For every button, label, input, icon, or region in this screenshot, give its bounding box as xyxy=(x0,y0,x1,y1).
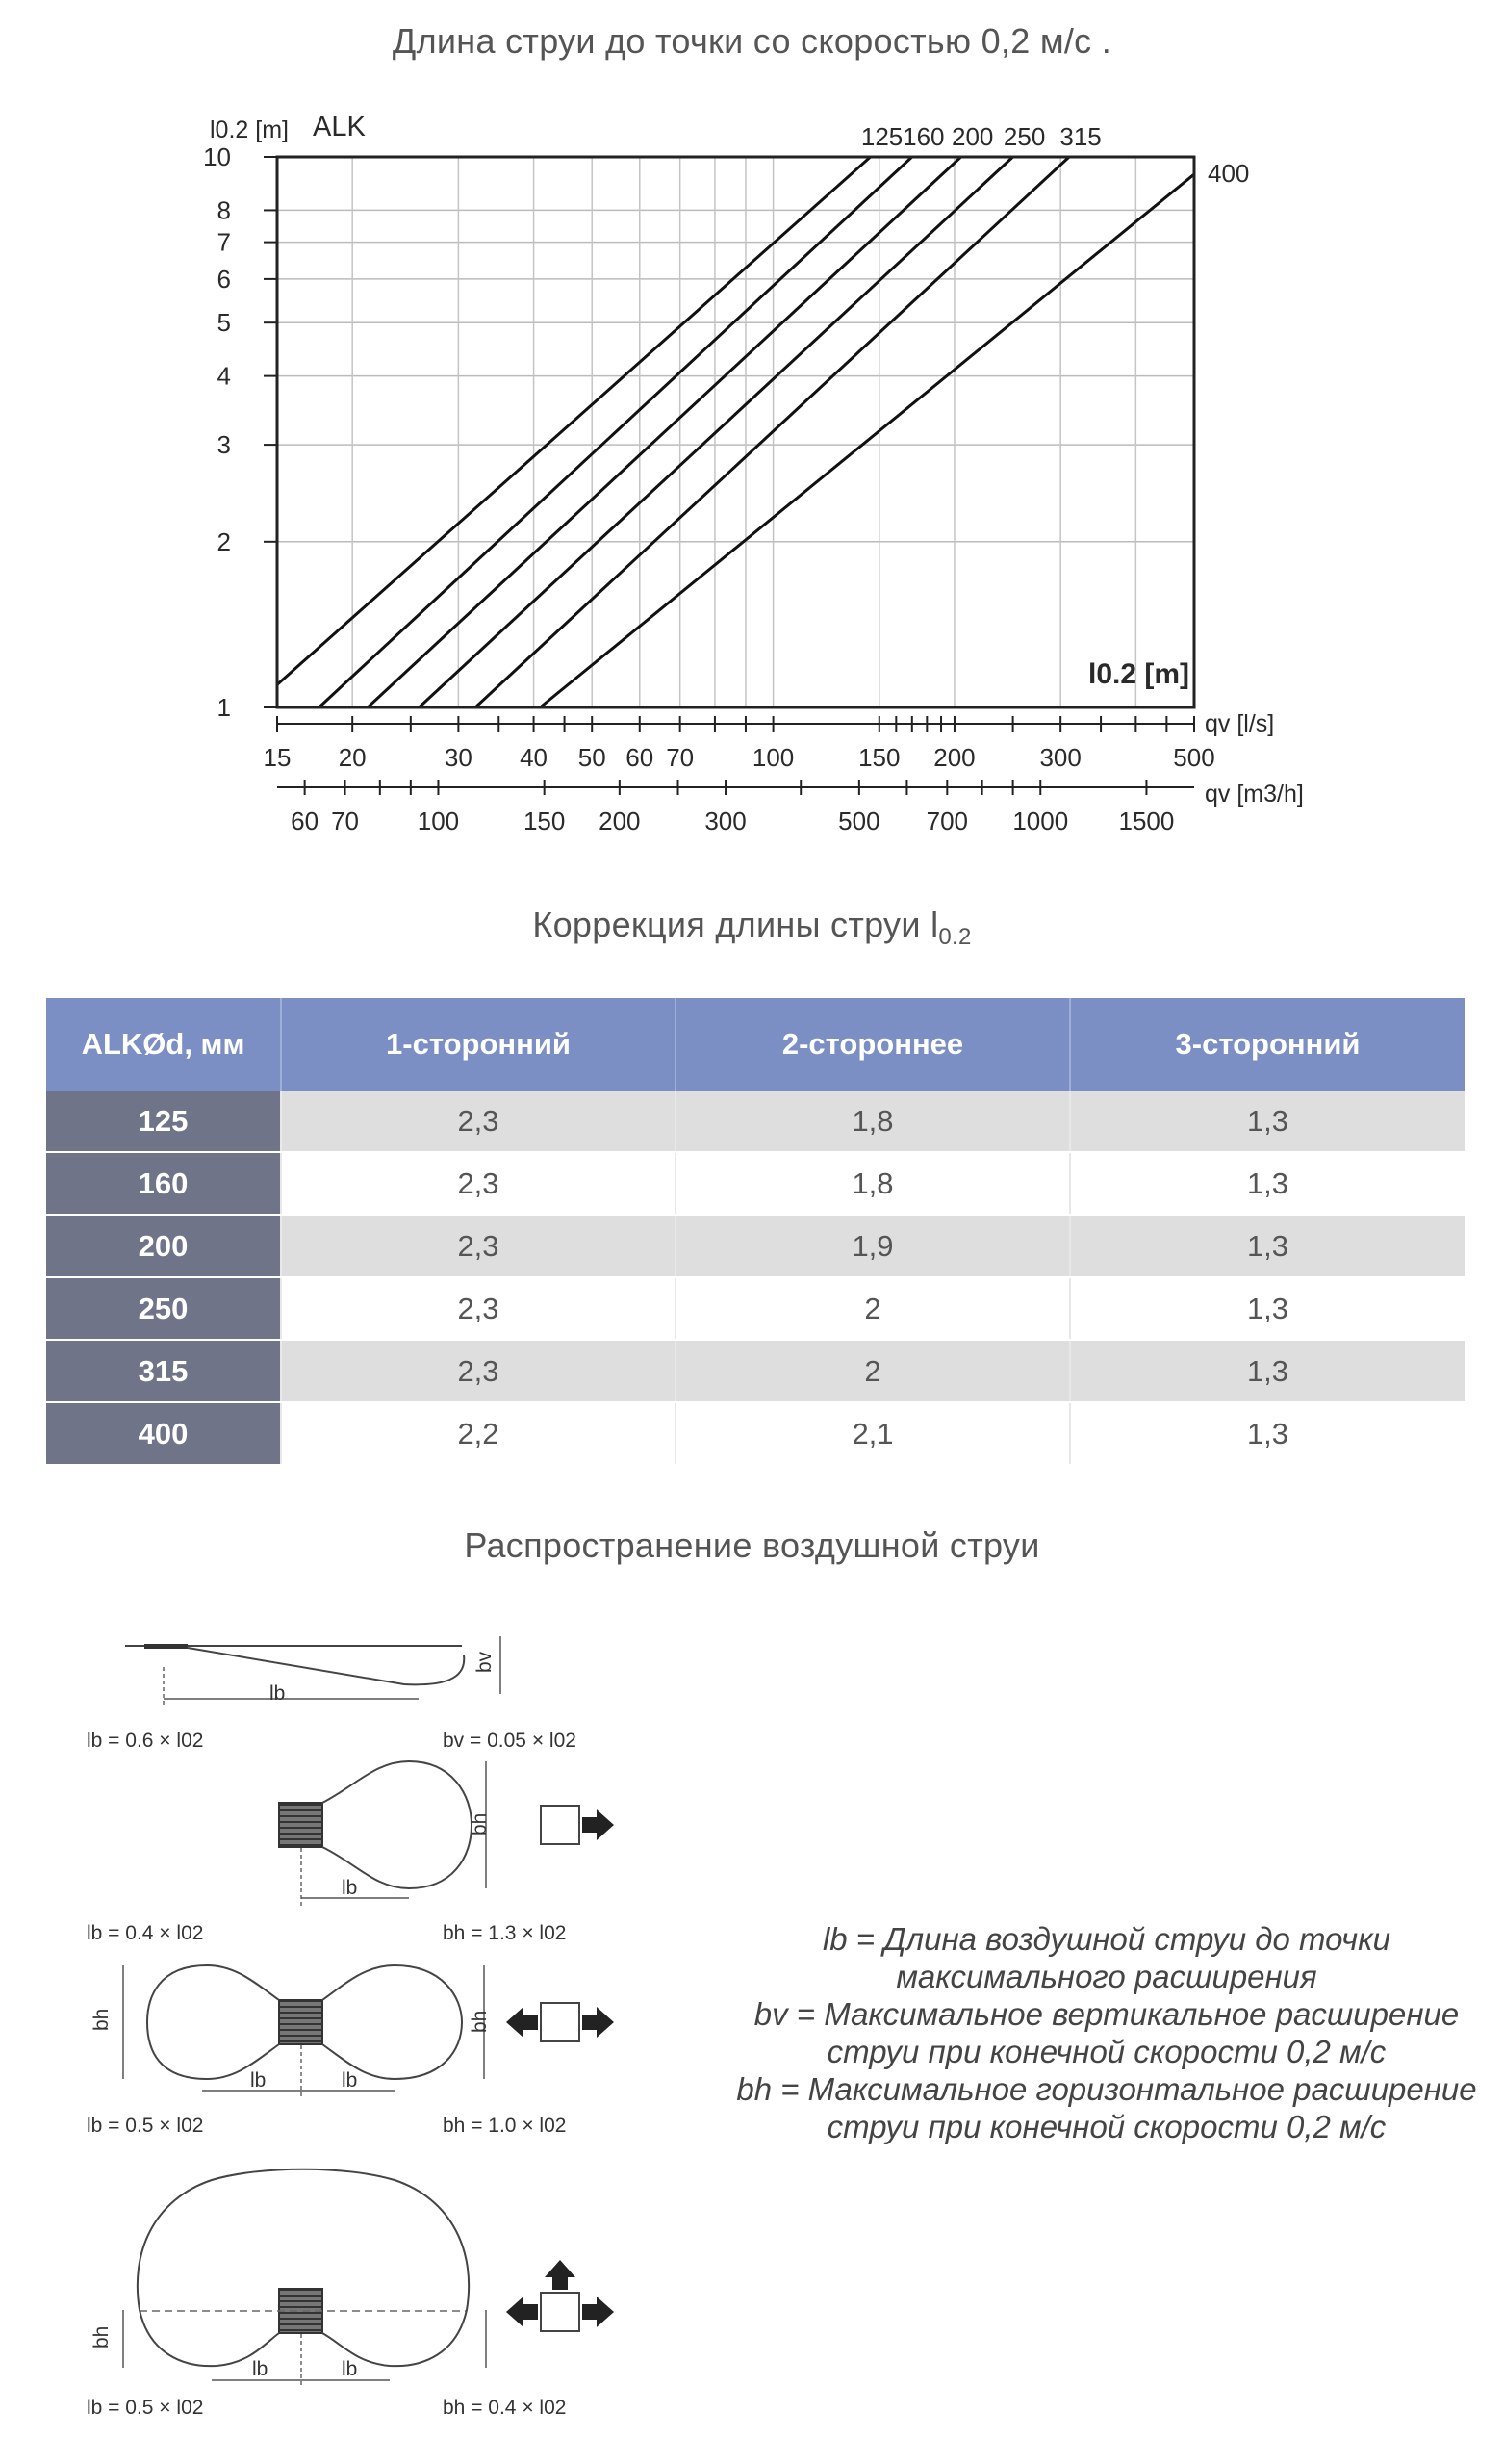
cell-value: 2,3 xyxy=(281,1091,676,1152)
cell-value: 1,8 xyxy=(676,1152,1070,1215)
table-row xyxy=(46,1402,1465,1465)
y-tick-label: 7 xyxy=(217,227,231,257)
x2-tick-label: 200 xyxy=(599,807,641,835)
cell-value: 1,3 xyxy=(1070,1277,1465,1340)
outlet-square-icon xyxy=(541,2003,579,2041)
y-tick-label: 4 xyxy=(217,361,231,391)
x-tick-label: 40 xyxy=(520,743,548,772)
y-tick-label: 3 xyxy=(217,430,231,460)
cell-value: 1,3 xyxy=(1070,1402,1465,1465)
lb-label-left: lb xyxy=(252,2358,268,2380)
arrow-right-icon xyxy=(582,2297,614,2327)
legend-line: максимального расширения xyxy=(896,1959,1317,1994)
correction-table xyxy=(46,998,1465,1466)
row-diameter: 200 xyxy=(46,1215,281,1277)
x2-tick-label: 1000 xyxy=(1012,807,1069,835)
cell-value: 1,3 xyxy=(1070,1091,1465,1152)
y-tick-label: 5 xyxy=(217,308,231,338)
x2-axis-label: qv [m3/h] xyxy=(1205,781,1304,808)
formula-lb-05b: lb = 0.5 × l02 xyxy=(87,2397,204,2419)
table-row xyxy=(46,1277,1465,1340)
legend xyxy=(674,1920,1504,2145)
x-axis-ls xyxy=(264,716,1215,772)
arrow-up-icon xyxy=(545,2260,575,2290)
table-row xyxy=(46,1215,1465,1277)
series-line-125 xyxy=(277,157,871,684)
arrow-left-icon xyxy=(506,2007,538,2038)
inner-axis-label: l0.2 [m] xyxy=(1088,658,1190,690)
y-axis xyxy=(203,142,277,722)
series-label-400: 400 xyxy=(1208,159,1250,188)
series-line-250 xyxy=(419,157,1012,707)
lb-label: lb xyxy=(269,1682,286,1705)
x-tick-label: 70 xyxy=(666,743,695,772)
diagram-vertical-profile xyxy=(87,1636,576,1752)
legend-line: струи при конечной скорости 0,2 м/с xyxy=(827,2109,1387,2144)
legend-line: струи при конечной скорости 0,2 м/с xyxy=(827,2034,1387,2069)
series-label-315: 315 xyxy=(1059,122,1102,151)
header-one-sided: 1-сторонний xyxy=(281,998,676,1091)
chart-grid xyxy=(277,157,1194,707)
bh-label-right: bh xyxy=(469,2010,491,2033)
bh-label: bh xyxy=(469,1812,491,1835)
chart-series xyxy=(277,157,1194,707)
formula-lb-04: lb = 0.4 × l02 xyxy=(87,1922,204,1944)
y-tick-label: 8 xyxy=(217,195,231,225)
cell-value: 2,3 xyxy=(281,1152,676,1215)
legend-line: lb = Длина воздушной струи до точки xyxy=(822,1921,1391,1957)
y-tick-label: 1 xyxy=(217,693,231,722)
cell-value: 1,9 xyxy=(676,1215,1070,1277)
diagram-one-sided xyxy=(87,1761,614,1944)
y-tick-label: 6 xyxy=(217,264,231,294)
x-axis-m3h xyxy=(277,780,1194,835)
cell-value: 2,1 xyxy=(676,1402,1070,1465)
header-two-sided: 2-стороннее xyxy=(676,998,1070,1091)
x-tick-label: 30 xyxy=(444,743,472,772)
diagram-three-sided xyxy=(87,2169,614,2419)
arrow-left-icon xyxy=(506,2297,538,2327)
cell-value: 1,3 xyxy=(1070,1215,1465,1277)
table-header-row xyxy=(46,998,1465,1091)
table-row xyxy=(46,1091,1465,1152)
bv-label: bv xyxy=(473,1651,496,1673)
row-diameter: 400 xyxy=(46,1402,281,1465)
table-title xyxy=(0,905,1504,951)
series-label-125: 125 xyxy=(860,122,904,151)
cell-value: 2,3 xyxy=(281,1277,676,1340)
row-diameter: 250 xyxy=(46,1277,281,1340)
row-diameter: 125 xyxy=(46,1091,281,1152)
diagram-two-sided xyxy=(87,1965,614,2137)
table-row xyxy=(46,1340,1465,1402)
formula-bh-10: bh = 1.0 × l02 xyxy=(443,2115,567,2137)
x2-tick-label: 100 xyxy=(417,807,460,835)
y-tick-label: 2 xyxy=(217,526,231,556)
x-tick-label: 200 xyxy=(933,743,976,772)
x2-tick-label: 60 xyxy=(291,807,319,835)
lb-label-left: lb xyxy=(250,2069,267,2092)
x2-tick-label: 500 xyxy=(838,807,880,835)
legend-line: bv = Максимальное вертикальное расширение xyxy=(753,1996,1460,2032)
x2-tick-label: 150 xyxy=(523,807,566,835)
chart-series-name: ALK xyxy=(313,112,366,142)
table-title-text: Коррекция длины струи l xyxy=(532,905,939,944)
propagation-title: Распространение воздушной струи xyxy=(464,1526,1040,1565)
x2-tick-label: 70 xyxy=(331,807,359,835)
arrow-right-icon xyxy=(582,2007,614,2038)
y-axis-label: l0.2 [m] xyxy=(210,116,289,143)
x-tick-label: 100 xyxy=(752,743,795,772)
arrow-right-icon xyxy=(582,1810,614,1840)
formula-lb-06: lb = 0.6 × l02 xyxy=(87,1730,204,1752)
lb-label-right: lb xyxy=(342,2069,358,2092)
series-line-200 xyxy=(368,157,961,707)
chart-title: Длина струи до точки со скоростью 0,2 м/с . xyxy=(392,21,1112,61)
jet-length-chart xyxy=(0,0,1504,866)
series-label-250: 250 xyxy=(1003,122,1046,151)
x-tick-label: 60 xyxy=(625,743,654,772)
plot-frame xyxy=(277,157,1194,707)
cell-value: 2,3 xyxy=(281,1215,676,1277)
cell-value: 1,8 xyxy=(676,1091,1070,1152)
x-tick-label: 20 xyxy=(338,743,367,772)
x-tick-label: 50 xyxy=(577,743,606,772)
cell-value: 1,3 xyxy=(1070,1152,1465,1215)
formula-bh-04: bh = 0.4 × l02 xyxy=(443,2397,567,2419)
header-diameter: ALKØd, мм xyxy=(46,998,281,1091)
table-row xyxy=(46,1152,1465,1215)
cell-value: 2 xyxy=(676,1277,1070,1340)
formula-lb-05: lb = 0.5 × l02 xyxy=(87,2115,204,2137)
x-tick-label: 15 xyxy=(263,743,292,772)
lb-label-right: lb xyxy=(342,2358,358,2380)
series-line-160 xyxy=(319,157,911,707)
x2-tick-label: 700 xyxy=(926,807,969,835)
x2-tick-label: 1500 xyxy=(1118,807,1175,835)
legend-line: bh = Максимальное горизонтальное расширение xyxy=(736,2071,1477,2107)
formula-bh-13: bh = 1.3 × l02 xyxy=(443,1922,567,1944)
cell-value: 2,2 xyxy=(281,1402,676,1465)
cell-value: 1,3 xyxy=(1070,1340,1465,1402)
y-tick-label: 10 xyxy=(203,142,231,171)
row-diameter: 160 xyxy=(46,1152,281,1215)
jet-propagation-diagrams xyxy=(0,1598,674,2464)
row-diameter: 315 xyxy=(46,1340,281,1402)
x2-tick-label: 300 xyxy=(704,807,747,835)
header-three-sided: 3-сторонний xyxy=(1070,998,1465,1091)
bh-label: bh xyxy=(90,2325,113,2348)
series-line-400 xyxy=(540,174,1194,707)
cell-value: 2 xyxy=(676,1340,1070,1402)
bh-label-left: bh xyxy=(90,2008,113,2031)
x-axis-label: qv [l/s] xyxy=(1205,710,1275,737)
cell-value: 2,3 xyxy=(281,1340,676,1402)
formula-bv-005: bv = 0.05 × l02 xyxy=(443,1730,576,1752)
table-title-sub: 0.2 xyxy=(938,924,972,951)
x-tick-label: 150 xyxy=(858,743,901,772)
series-label-160: 160 xyxy=(903,122,945,151)
x-tick-label: 500 xyxy=(1173,743,1215,772)
series-line-315 xyxy=(475,157,1069,707)
outlet-square-icon xyxy=(541,2293,579,2331)
outlet-square-icon xyxy=(541,1806,579,1844)
x-tick-label: 300 xyxy=(1039,743,1082,772)
lb-label: lb xyxy=(342,1877,358,1899)
series-label-200: 200 xyxy=(951,122,994,151)
